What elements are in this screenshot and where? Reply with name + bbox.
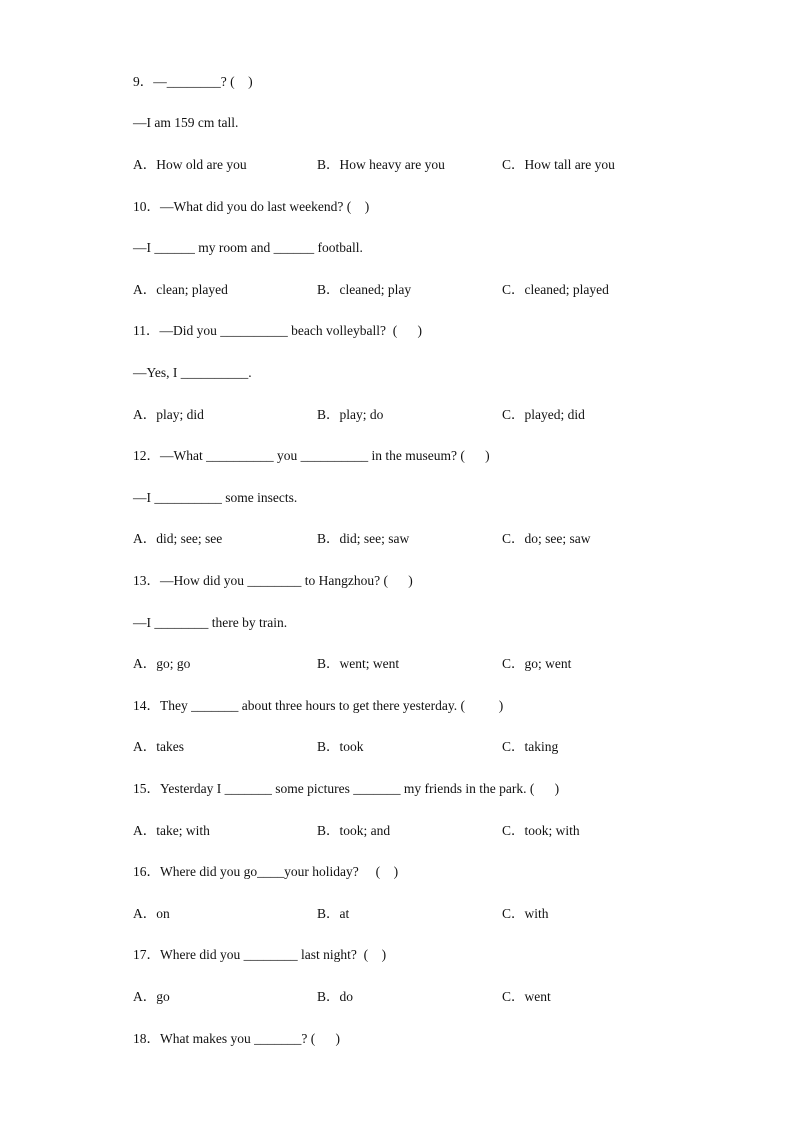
question-15-option-c: C．took; with	[502, 823, 580, 838]
question-10-answer-line: —I ______ my room and ______ football.	[133, 240, 363, 255]
question-14-option-a: A．takes	[133, 739, 184, 754]
question-17-stem: 17．Where did you ________ last night? ( )	[133, 947, 387, 962]
question-10-option-b: B．cleaned; play	[317, 282, 412, 297]
question-16-option-a: A．on	[133, 906, 170, 921]
question-16-option-c: C．with	[502, 906, 549, 921]
question-12-option-a: A．did; see; see	[133, 531, 223, 546]
question-10-stem: 10．—What did you do last weekend? ( )	[133, 199, 370, 214]
question-10-option-c: C．cleaned; played	[502, 282, 609, 297]
question-9-option-b: B．How heavy are you	[317, 157, 445, 172]
question-13-answer-line: —I ________ there by train.	[133, 615, 288, 630]
question-17-option-b: B．do	[317, 989, 354, 1004]
question-10-option-a: A．clean; played	[133, 282, 228, 297]
question-12-option-b: B．did; see; saw	[317, 531, 410, 546]
question-11-answer-line: —Yes, I __________.	[133, 365, 252, 380]
question-11-option-c: C．played; did	[502, 407, 585, 422]
question-15-stem: 15．Yesterday I _______ some pictures _______ my friends in the park. ( )	[133, 781, 560, 796]
question-13-option-b: B．went; went	[317, 656, 400, 671]
question-13-option-a: A．go; go	[133, 656, 191, 671]
question-13-option-c: C．go; went	[502, 656, 572, 671]
question-17-option-a: A．go	[133, 989, 170, 1004]
question-11-stem: 11．—Did you __________ beach volleyball? ( )	[133, 323, 422, 338]
question-9-stem: 9．—________? ( )	[133, 74, 253, 89]
question-14-option-b: B．took	[317, 739, 364, 754]
question-14-option-c: C．taking	[502, 739, 559, 754]
question-15-option-a: A．take; with	[133, 823, 210, 838]
question-9-option-c: C．How tall are you	[502, 157, 615, 172]
question-9-option-a: A．How old are you	[133, 157, 247, 172]
question-18-stem: 18．What makes you _______? ( )	[133, 1031, 340, 1046]
question-16-stem: 16．Where did you go____your holiday? ( )	[133, 864, 399, 879]
question-15-option-b: B．took; and	[317, 823, 391, 838]
question-12-option-c: C．do; see; saw	[502, 531, 591, 546]
question-11-option-a: A．play; did	[133, 407, 204, 422]
question-12-stem: 12．—What __________ you __________ in the museum? ( )	[133, 448, 490, 463]
question-16-option-b: B．at	[317, 906, 350, 921]
question-9-answer-line: —I am 159 cm tall.	[133, 115, 239, 130]
question-13-stem: 13．—How did you ________ to Hangzhou? ( )	[133, 573, 413, 588]
question-14-stem: 14．They _______ about three hours to get there yesterday. ( )	[133, 698, 504, 713]
question-17-option-c: C．went	[502, 989, 551, 1004]
question-11-option-b: B．play; do	[317, 407, 384, 422]
question-12-answer-line: —I __________ some insects.	[133, 490, 298, 505]
